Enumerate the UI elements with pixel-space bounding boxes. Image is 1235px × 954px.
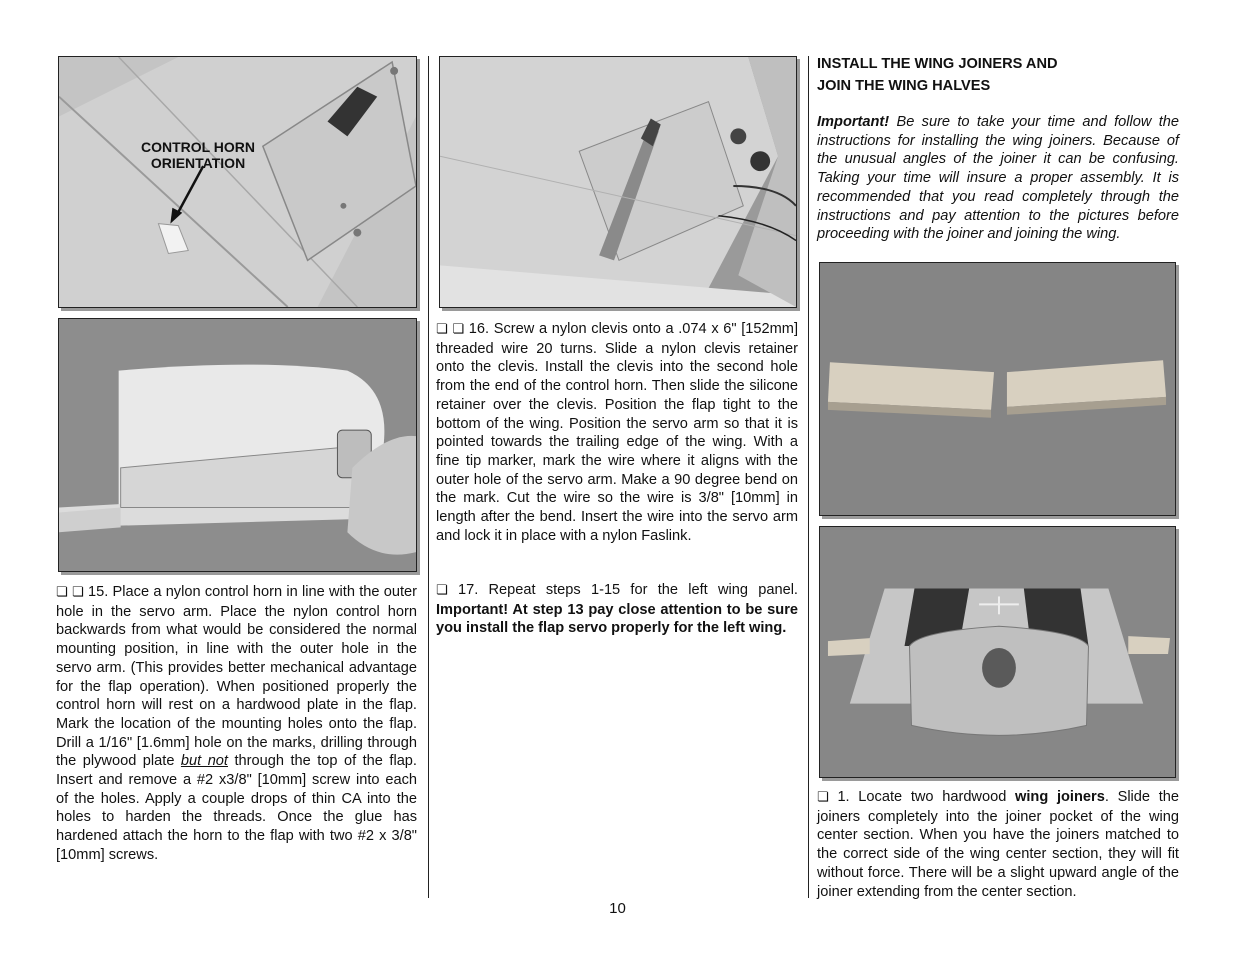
heading-line-1: INSTALL THE WING JOINERS AND	[817, 56, 1058, 72]
checkbox-icon[interactable]: ❏ ❏	[436, 322, 469, 337]
callout-label	[128, 139, 268, 171]
important-note	[817, 113, 1179, 244]
step-17-body: 17. Repeat steps 1-15 for the left wing panel.	[457, 582, 798, 598]
step-16-body: 16. Screw a nylon clevis onto a .074 x 6" [152mm] threaded wire 20 turns. Slide a nylon clevis retainer onto the clevis. Install the clevis into the second hole from the end of the control horn. Then slide the silicone retainer over the clevis. Position the flap tight to the bottom of the wing. Position the servo arm so that it is pointed towards the trailing edge of the wing. With a fine tip marker, mark the wire where it aligns with the outer hole of the servo arm. Make a 90 degree bend on the mark. Cut the wire so the wire is 3/8" [10mm] in length after the bend. Insert the wire into the servo arm and lock it in place with a nylon Faslink.	[436, 321, 799, 544]
important-body: Be sure to take your time and follow the instructions for installing the wing joiners. Because of the unusual angles of the joiner it can be confusing. Taking your time will insure a proper assembly. It is recommended that you read completely through the instructions and pay attention to the pictures before proceeding with the joiner and joining the wing.	[817, 114, 1179, 243]
callout-line-2: ORIENTATION	[150, 155, 246, 171]
step-1-bold: wing joiners	[1015, 789, 1105, 805]
photo-clevis-servo-arm	[439, 56, 797, 308]
checkbox-icon[interactable]: ❏	[817, 790, 838, 805]
column-divider-1	[428, 56, 429, 898]
photo-wing-center-section	[819, 526, 1176, 778]
step-1-part-1: 1. Locate two hardwood	[837, 789, 1016, 805]
step-1-part-2: . Slide the joiners completely into the joiner pocket of the wing center section. When you have the joiners matched to the correct side of the wing center section, they will fit without force. There will be a slight upward angle of the joiner extending from the center section.	[817, 789, 1180, 900]
page-number: 10	[609, 900, 626, 917]
important-label: Important!	[817, 114, 890, 130]
step-15-part-2: through the top of the flap. Insert and remove a #2 x3/8" [10mm] screw into each of the holes. Apply a couple drops of thin CA into the holes to harden the threads. Once the glue has hardened attach the horn to the flap with two #2 x 3/8" [10mm] screws.	[56, 753, 417, 863]
step-15-text	[56, 583, 417, 865]
column-divider-2	[808, 56, 809, 898]
section-heading	[817, 53, 1058, 97]
step-15-emphasis: but not	[180, 753, 228, 770]
step-17-important: Important! At step 13 pay close attention to be sure you install the flap servo properly for the left wing.	[436, 601, 798, 637]
photo-control-horn-orientation	[58, 56, 417, 308]
checkbox-icon[interactable]: ❏ ❏	[56, 585, 88, 600]
callout-line-1: CONTROL HORN	[140, 139, 256, 155]
heading-line-2: JOIN THE WING HALVES	[817, 78, 991, 94]
step-16-text	[436, 320, 798, 545]
photo-wing-joiners	[819, 262, 1176, 516]
step-1-text	[817, 788, 1179, 901]
step-17-text	[436, 581, 798, 638]
checkbox-icon[interactable]: ❏	[436, 583, 458, 598]
step-15-part-1: 15. Place a nylon control horn in line with the outer hole in the servo arm. Place the nylon control horn backwards from what would be considered the normal mounting position, in line with the outer hole in the servo arm. (This provides better mechanical advantage for the flap operation). When positioned properly the control horn will rest on a hardwood plate in the flap. Mark the location of the mounting holes onto the flap. Drill a 1/16" [1.6mm] hole on the marks, drilling through the plywood plate	[56, 584, 418, 770]
photo-applying-ca-to-flap	[58, 318, 417, 572]
